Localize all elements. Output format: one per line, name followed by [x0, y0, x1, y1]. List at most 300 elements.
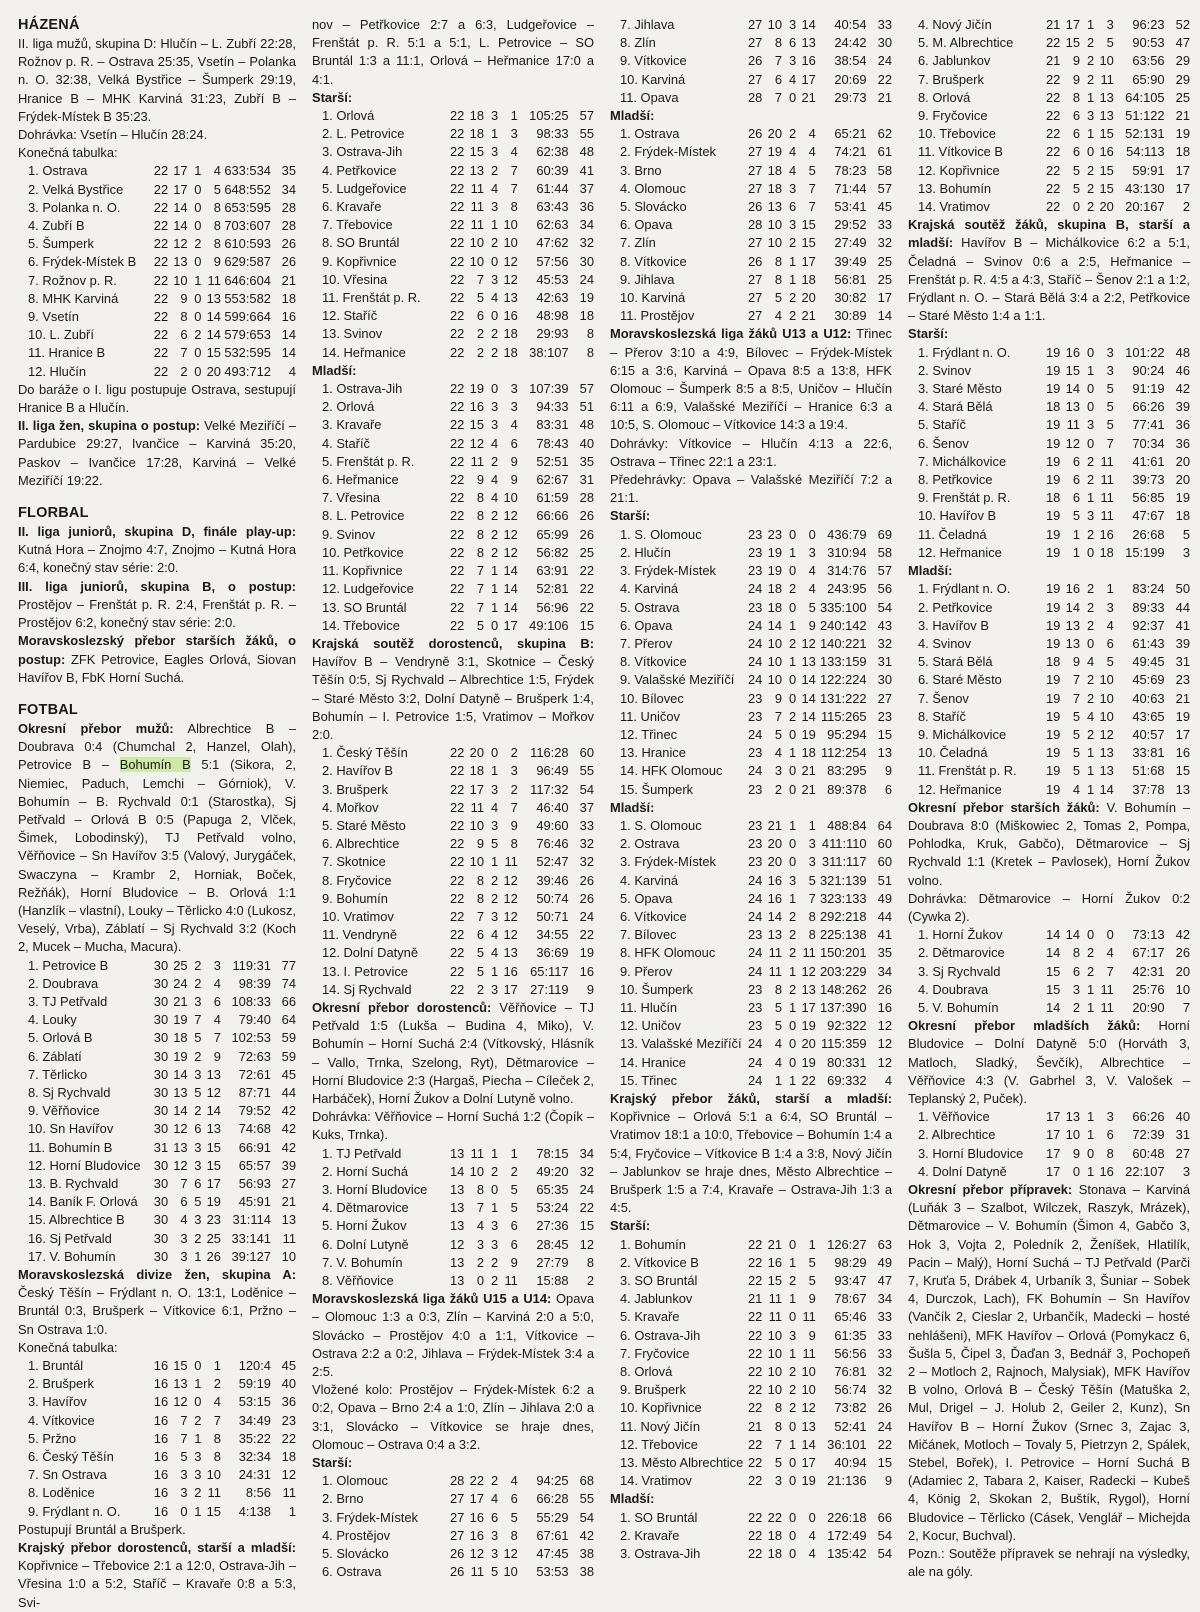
stat-cell: 2 — [788, 126, 797, 142]
stat-cell: 23 — [1175, 672, 1190, 688]
stat-cell: 77:41 — [1132, 417, 1165, 433]
table-row — [610, 289, 892, 307]
stat-cell: 5 — [213, 181, 221, 197]
team-name: 6. Opava — [620, 617, 673, 633]
team-name: 9. Přerov — [620, 963, 673, 979]
stat-cell: 15 — [1099, 162, 1114, 178]
team-name: 8. Orlová — [918, 89, 971, 105]
stat-cell: 37 — [579, 180, 594, 196]
table-row — [312, 344, 594, 362]
stat-cell: 22 — [579, 599, 594, 615]
stat-cell: 30 — [153, 1175, 169, 1191]
stat-cell: 0 — [808, 526, 816, 542]
stat-cell: 27:119 — [530, 981, 569, 997]
stat-cell: 2 — [788, 1364, 797, 1380]
team-name: 13. Svinov — [322, 326, 383, 342]
stat-cell: 57 — [579, 108, 594, 124]
table-row — [610, 726, 892, 744]
table-row — [18, 993, 296, 1011]
team-name: 10. Bílovec — [620, 690, 684, 706]
stat-cell: 20:90 — [1132, 999, 1165, 1015]
stat-cell: 4 — [490, 1491, 499, 1507]
team-name: 9. Bohumín — [322, 890, 388, 906]
table-row — [908, 762, 1190, 780]
stat-cell: 13 — [449, 1145, 465, 1161]
stat-cell: 3 — [774, 1473, 783, 1489]
table-row — [908, 507, 1190, 525]
stat-cell: 18 — [767, 180, 783, 196]
stat-cell: 9 — [213, 254, 221, 270]
stat-cell: 65:21 — [834, 126, 867, 142]
table-row — [312, 926, 594, 944]
stat-cell: 4 — [213, 1394, 221, 1410]
stat-cell: 22 — [449, 781, 465, 797]
table-row — [312, 1272, 594, 1290]
table-row — [610, 908, 892, 926]
table-row — [312, 1490, 594, 1508]
table-row — [18, 1211, 296, 1229]
stat-cell: 14 — [173, 1066, 188, 1082]
stat-cell: 36 — [281, 1394, 296, 1410]
stat-cell: 22 — [449, 217, 465, 233]
stat-cell: 9 — [510, 817, 518, 833]
stat-cell: 6 — [1072, 126, 1081, 142]
stat-cell: 18 — [1175, 144, 1190, 160]
stat-cell: 59 — [281, 1048, 296, 1064]
paragraph: Pozn.: Soutěže přípravek se nehrají na výsledky, ale na góly. — [908, 1546, 1190, 1580]
stat-cell: 83:24 — [1132, 581, 1165, 597]
stat-cell: 4 — [1072, 781, 1081, 797]
stat-cell: 11 — [768, 945, 783, 961]
stat-cell: 7 — [180, 1430, 188, 1446]
stat-cell: 1 — [490, 581, 499, 597]
column-4 — [908, 16, 1190, 1598]
standings-table — [610, 16, 892, 107]
stat-cell: 37 — [579, 799, 594, 815]
table-row — [908, 744, 1190, 762]
stat-cell: 1 — [490, 1145, 499, 1161]
table-row — [18, 1120, 296, 1138]
stat-cell: 2 — [194, 975, 202, 991]
team-name: 13. SO Bruntál — [322, 599, 407, 615]
table-row — [610, 671, 892, 689]
team-name: 12. Heřmanice — [918, 544, 1002, 560]
standings-table — [610, 526, 892, 799]
team-name: 5. Frenštát p. R. — [322, 453, 415, 469]
stat-cell: 22 — [449, 399, 465, 415]
stat-cell: 30:82 — [834, 290, 867, 306]
stat-cell: 2 — [490, 344, 499, 360]
team-name: 4. Louky — [28, 1012, 77, 1028]
paragraph: II. liga mužů, skupina D: Hlučín – L. Zubří 22:28, Rožnov p. R. – Ostrava 25:35, Vsetín – Polanka n. O. 32:38, Velká Bystřice – Šumperk 29:19, Hranice B – MHK Karviná 31:23, Zubří B – Frýdek-Místek B 35:23. — [18, 36, 296, 124]
stat-cell: 15 — [173, 1358, 188, 1374]
table-row — [908, 362, 1190, 380]
stat-cell: 20 — [1175, 963, 1190, 979]
stat-cell: 32 — [877, 1364, 892, 1380]
stat-cell: 30:89 — [834, 308, 867, 324]
stat-cell: 5 — [1072, 162, 1081, 178]
stat-cell: 26 — [579, 872, 594, 888]
stat-cell: 15:88 — [536, 1273, 569, 1289]
stat-cell: 13 — [1099, 108, 1114, 124]
stat-cell: 56:85 — [1132, 490, 1165, 506]
stat-cell: 60 — [877, 854, 892, 870]
stat-cell: 101:22 — [1125, 344, 1165, 360]
team-name: 14. HFK Olomouc — [620, 763, 723, 779]
stat-cell: 30 — [153, 1194, 169, 1210]
stat-cell: 411:110 — [821, 836, 867, 852]
stat-cell: 1 — [194, 272, 202, 288]
stat-cell: 52:131 — [1125, 126, 1165, 142]
table-row — [18, 344, 296, 362]
subheading: Mladší: — [610, 799, 655, 815]
team-name: 1. Věřňovice — [918, 1109, 990, 1125]
stat-cell: 67:17 — [1132, 945, 1165, 961]
stat-cell: 17 — [1045, 1145, 1061, 1161]
stat-cell: 50:71 — [536, 908, 569, 924]
stat-cell: 16 — [153, 1430, 169, 1446]
stat-cell: 0 — [1086, 435, 1095, 451]
stat-cell: 15 — [1045, 981, 1061, 997]
stat-cell: 13 — [1065, 1109, 1081, 1125]
stat-cell: 2 — [1086, 53, 1095, 69]
stat-cell: 0 — [788, 1309, 797, 1325]
stat-cell: 0 — [1106, 927, 1114, 943]
stat-cell: 17 — [1045, 1163, 1061, 1179]
stat-cell: 0 — [194, 290, 202, 306]
stat-cell: 13 — [801, 1418, 816, 1434]
team-name: 1. Bruntál — [28, 1358, 84, 1374]
stat-cell: 63 — [877, 1236, 892, 1252]
stat-cell: 15 — [801, 235, 816, 251]
stat-cell: 30 — [153, 1157, 169, 1173]
stat-cell: 10 — [503, 217, 518, 233]
stat-cell: 45 — [877, 199, 892, 215]
stat-cell: 21 — [1045, 53, 1061, 69]
stat-cell: 1 — [1086, 763, 1095, 779]
stat-cell: 10 — [1099, 53, 1114, 69]
team-name: 7. Těrlicko — [28, 1066, 88, 1082]
stat-cell: 2 — [476, 326, 485, 342]
team-name: 6. Jablunkov — [918, 53, 991, 69]
team-name: 11. Vítkovice B — [918, 144, 1004, 160]
stat-cell: 0 — [194, 345, 202, 361]
stat-cell: 51 — [579, 399, 594, 415]
stat-cell: 22 — [747, 1382, 763, 1398]
stat-cell: 1 — [490, 963, 499, 979]
stat-cell: 4 — [774, 308, 783, 324]
team-name: 10. Vratimov — [322, 908, 394, 924]
highlighted-team: Bohumín B — [119, 757, 191, 773]
team-name: 5. M. Albrechtice — [918, 35, 1014, 51]
team-name: 13. Město Albrechtice — [620, 1455, 744, 1471]
stat-cell: 9 — [808, 1327, 816, 1343]
stat-cell: 54 — [579, 781, 594, 797]
stat-cell: 3 — [194, 1449, 202, 1465]
team-name: 10. L. Zubří — [28, 327, 94, 343]
stat-cell: 23 — [747, 526, 763, 542]
stat-cell: 1 — [194, 163, 202, 179]
stat-cell: 26 — [1175, 945, 1190, 961]
stat-cell: 39 — [281, 1157, 296, 1173]
stat-cell: 41 — [1175, 617, 1190, 633]
stat-cell: 27 — [747, 71, 763, 87]
stat-cell: 15 — [206, 1157, 221, 1173]
table-row — [610, 653, 892, 671]
stat-cell: 4 — [774, 1054, 783, 1070]
stat-cell: 61:35 — [834, 1327, 867, 1343]
results-text: Stonava – Karviná (Luňák 3 – Szalbot, Wilczek, Raszyk, Mrázek), Dětmarovice – V. Bohumín (Šimon 4, Gabčo 3, Hok 3, Vojta 2, Poledník 2, Ženíšek, Hlatilík, Pacin – Malý), Horní Suchá – TJ Petřvald (Parči 7, Kruťa 5, Drábek 4, Urbaník 3, Šuniar – Sobek 4, Durczok, Lach), FK Bohumín – Sn Havířov (Vančík 2, Cieslar 2, Urbančík, Madecki – hosté nehlášeni), MFK Havířov – Orlová (Pomykacz 6, Šušla 5, Čipel 3, Ďaďan 3, Bednář 3, Pochopeň 2 – Motloch 2, Rajnoch, Malysiak), MFK Havířov B volno, Orlová B – Český Těšín (Matuška 2, Mul, Drigel – J. Holub 2, Geiler 2, Kunz), Sn Havířov B – Horní Žukov (Srnec 3, Zajac 3, Mičánek, Motloch – Tovaly 5, Pietrzyn 2, Spálek, Stebel, Bořek), I. Petrovice – Horní Suchá B (Adamiec 2, Tabara 2, Kaiser, Radecki – Kubeš 4, König 2, Skokan 2, Buštík, Rygol), Horní Bludovice – Těrlicko (Cásek, Venglář – Michejda 2, Kocur, Buchval). — [908, 1182, 1190, 1543]
stat-cell: 60:39 — [536, 162, 569, 178]
stat-cell: 22 — [449, 108, 465, 124]
table-row — [610, 708, 892, 726]
stat-cell: 14 — [801, 17, 816, 32]
stat-cell: 12 — [503, 872, 518, 888]
stat-cell: 10 — [767, 672, 783, 688]
stat-cell: 58 — [877, 162, 892, 178]
stat-cell: 0 — [788, 781, 797, 797]
stat-cell: 8 — [1072, 89, 1081, 105]
stat-cell: 24 — [747, 1054, 763, 1070]
standings-grid — [908, 16, 1190, 216]
standings-grid — [18, 162, 296, 380]
stat-cell: 4 — [808, 1527, 816, 1543]
paragraph — [908, 216, 1190, 325]
stat-cell: 16 — [503, 308, 518, 324]
stat-cell: 1 — [788, 271, 797, 287]
stat-cell: 13 — [1099, 89, 1114, 105]
stat-cell: 27 — [449, 1509, 465, 1525]
stat-cell: 3 — [774, 763, 783, 779]
table-row — [908, 1126, 1190, 1144]
team-name: 2. Ostrava — [620, 836, 680, 852]
stat-cell: 3 — [510, 126, 518, 142]
stat-cell: 6 — [180, 327, 188, 343]
table-row — [908, 89, 1190, 107]
stat-cell: 13 — [503, 290, 518, 306]
team-name: 8. Sj Rychvald — [28, 1084, 111, 1100]
stat-cell: 10 — [767, 654, 783, 670]
competition-title: Moravskoslezská liga žáků U13 a U12: — [610, 326, 852, 342]
stat-cell: 29:73 — [834, 89, 867, 105]
stat-cell: 41:61 — [1132, 453, 1165, 469]
competition-title: Krajský přebor žáků, starší a mladší: — [610, 1090, 892, 1106]
stat-cell: 24 — [747, 617, 763, 633]
stat-cell: 72:39 — [1132, 1127, 1165, 1143]
table-row — [312, 835, 594, 853]
stat-cell: 14 — [1045, 945, 1061, 961]
standings-grid — [908, 1108, 1190, 1181]
stat-cell: 10 — [469, 253, 485, 269]
stat-cell: 22 — [1045, 126, 1061, 142]
stat-cell: 14 — [1099, 781, 1114, 797]
team-name: 14. Heřmanice — [322, 344, 406, 360]
table-row — [18, 290, 296, 308]
competition-title: Moravskoslezský přebor starších žáků, o postup: — [18, 633, 296, 667]
stat-cell: 2 — [1086, 71, 1095, 87]
stat-cell: 3 — [1106, 362, 1114, 378]
table-row — [610, 781, 892, 799]
team-name: 12. Heřmanice — [918, 781, 1002, 797]
table-row — [908, 1145, 1190, 1163]
stat-cell: 133:159 — [819, 654, 867, 670]
stat-cell: 10 — [767, 235, 783, 251]
stat-cell: 15 — [767, 1273, 783, 1289]
stat-cell: 18 — [579, 308, 594, 324]
stat-cell: 7 — [180, 1412, 188, 1428]
stat-cell: 30 — [579, 253, 594, 269]
stat-cell: 7 — [180, 345, 188, 361]
paragraph: Dohrávka: Dětmarovice – Horní Žukov 0:2 (Cywka 2). — [908, 890, 1190, 924]
table-row — [610, 1308, 892, 1326]
stat-cell: 14 — [281, 345, 296, 361]
team-name: 11. Opava — [620, 89, 679, 105]
results-text: Třinec – Přerov 3:10 a 4:9, Bílovec – Frýdek-Místek 6:15 a 3:6, Karviná – Opava 8:5 a 13:8, HFK Olomouc – Šumperk 8:5 a 8:5, Uničov – Hlučín 6:11 a 6:9, Valašské Meziříčí – Hranice 6:3 a 10:5, S. Olomouc – Vítkovice 14:3 a 19:4. — [610, 326, 892, 433]
stat-cell: 45:69 — [1132, 672, 1165, 688]
stat-cell: 17 — [1045, 1127, 1061, 1143]
stat-cell: 16 — [767, 890, 783, 906]
stat-cell: 6 — [510, 1218, 518, 1234]
stat-cell: 13 — [449, 1200, 465, 1216]
stat-cell: 8 — [476, 890, 485, 906]
stat-cell: 2 — [490, 508, 499, 524]
team-name: 3. Frýdek-Místek — [620, 854, 716, 870]
stat-cell: 6 — [180, 1194, 188, 1210]
table-row — [18, 1029, 296, 1047]
stat-cell: 3 — [194, 1212, 202, 1228]
stat-cell: 44 — [281, 1084, 296, 1100]
stat-cell: 78:23 — [834, 162, 867, 178]
stat-cell: 1 — [490, 763, 499, 779]
stat-cell: 5 — [774, 726, 783, 742]
stat-cell: 1 — [788, 1254, 797, 1270]
stat-cell: 13 — [801, 35, 816, 51]
stat-cell: 314:76 — [827, 563, 867, 579]
stat-cell: 6 — [884, 781, 892, 797]
stat-cell: 15:199 — [1125, 544, 1165, 560]
subheading: Mladší: — [312, 362, 357, 378]
table-row — [312, 1145, 594, 1163]
stat-cell: 5 — [1072, 763, 1081, 779]
team-name: 2. Vítkovice B — [620, 1254, 699, 1270]
stat-cell: 16 — [1099, 1163, 1114, 1179]
subheading: Starší: — [610, 1218, 651, 1234]
stat-cell: 22 — [449, 435, 465, 451]
stat-cell: 34 — [579, 217, 594, 233]
table-row — [908, 944, 1190, 962]
stat-cell: 9 — [213, 1048, 221, 1064]
stat-cell: 10 — [1175, 981, 1190, 997]
stat-cell: 32 — [579, 836, 594, 852]
stat-cell: 22 — [449, 508, 465, 524]
team-name: 4. Prostějov — [322, 1527, 391, 1543]
stat-cell: 19 — [1045, 544, 1061, 560]
stat-cell: 19 — [1175, 708, 1190, 724]
team-name: 5. Horní Žukov — [322, 1218, 407, 1234]
stat-cell: 30 — [153, 1248, 169, 1264]
table-row — [610, 89, 892, 107]
team-name: 6. Ostrava-Jih — [620, 1327, 701, 1343]
table-row — [908, 526, 1190, 544]
stat-cell: 46:40 — [536, 799, 569, 815]
stat-cell: 12 — [1099, 726, 1114, 742]
team-name: 2. Albrechtice — [918, 1127, 996, 1143]
stat-cell: 3 — [490, 908, 499, 924]
stat-cell: 21 — [281, 272, 296, 288]
stat-cell: 94:25 — [536, 1473, 569, 1489]
standings-table — [908, 926, 1190, 1017]
paragraph — [610, 1090, 892, 1217]
team-name: 10. Havířov B — [918, 508, 997, 524]
stat-cell: 30 — [153, 1048, 169, 1064]
stat-cell: 13 — [767, 199, 783, 215]
stat-cell: 6 — [1072, 108, 1081, 124]
team-name: 11. Bohumín B — [28, 1139, 113, 1155]
stat-cell: 22 — [579, 1200, 594, 1216]
stat-cell: 17 — [877, 290, 892, 306]
team-name: 6. Vítkovice — [620, 908, 687, 924]
table-row — [312, 944, 594, 962]
team-name: 7. Skotnice — [322, 854, 386, 870]
stat-cell: 30 — [877, 35, 892, 51]
stat-cell: 2 — [1086, 526, 1095, 542]
stat-cell: 87:71 — [238, 1084, 271, 1100]
stat-cell: 11 — [768, 1309, 783, 1325]
stat-cell: 48 — [579, 417, 594, 433]
team-name: 3. Brno — [620, 162, 662, 178]
stat-cell: 117:32 — [530, 781, 569, 797]
stat-cell: 0 — [194, 218, 202, 234]
team-name: 2. Horní Suchá — [322, 1163, 408, 1179]
team-name: 3. Havířov — [28, 1394, 87, 1410]
stat-cell: 10 — [801, 1364, 816, 1380]
stat-cell: 17 — [1045, 1109, 1061, 1125]
stat-cell: 0 — [194, 363, 202, 379]
stat-cell: 14 — [801, 690, 816, 706]
stat-cell: 22 — [449, 235, 465, 251]
competition-title: III. liga juniorů, skupina B, o postup: — [18, 578, 296, 594]
team-name: 5. Staříč — [918, 417, 966, 433]
results-text: Věřňovice – TJ Petřvald 1:5 (Lukša – Budina 4, Miko), V. Bohumín – Horní Suchá 2:4 (Vítkovský, Hlásník – Vallo, Trnka, Szelong, Ryt), Dětmarovice – Horní Bludovice 2:3 (Hargaš, Piecha – Cíleček 2, Harbáček), Horní Žukov a Dolní Lutyně volno. — [312, 999, 594, 1106]
stat-cell: 6 — [510, 1236, 518, 1252]
stat-cell: 30 — [153, 1030, 169, 1046]
stat-cell: 27 — [747, 271, 763, 287]
stat-cell: 39:46 — [536, 872, 569, 888]
stat-cell: 23 — [747, 854, 763, 870]
stat-cell: 10 — [206, 1467, 221, 1483]
table-row — [18, 1066, 296, 1084]
table-row — [312, 890, 594, 908]
stat-cell: 1 — [194, 1430, 202, 1446]
table-row — [610, 125, 892, 143]
stat-cell: 16 — [469, 1509, 485, 1525]
stat-cell: 19 — [206, 1194, 221, 1210]
stat-cell: 23 — [747, 708, 763, 724]
stat-cell: 19 — [801, 1018, 816, 1034]
stat-cell: 10 — [767, 1382, 783, 1398]
stat-cell: 8 — [774, 981, 783, 997]
team-name: 1. Ostrava — [620, 126, 680, 142]
stat-cell: 30 — [153, 993, 169, 1009]
stat-cell: 0 — [788, 1509, 797, 1525]
stat-cell: 27 — [747, 180, 763, 196]
stat-cell: 115:265 — [820, 708, 867, 724]
floorball-heading: FLORBAL — [18, 505, 89, 522]
stat-cell: 57:56 — [536, 253, 569, 269]
stat-cell: 98:29 — [834, 1254, 867, 1270]
stat-cell: 65:90 — [1132, 71, 1165, 87]
stat-cell: 24 — [173, 975, 188, 991]
